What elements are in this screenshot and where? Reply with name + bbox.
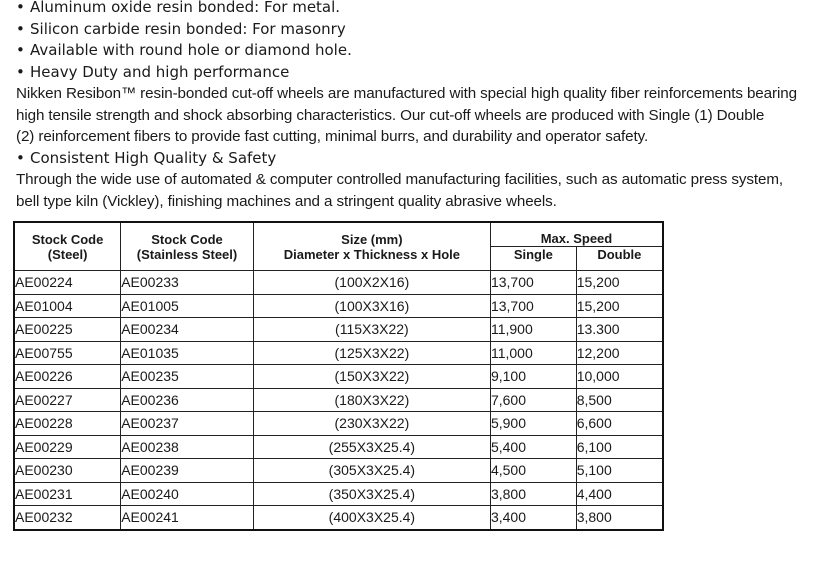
table-row	[14, 412, 663, 436]
cell-single-speed: 13,700	[490, 271, 576, 295]
table-row	[14, 388, 663, 412]
cell-size: (150X3X22)	[253, 365, 490, 389]
header-size-sub: Diameter x Thickness x Hole	[253, 247, 490, 271]
header-max-speed: Max. Speed	[490, 222, 663, 247]
cell-double-speed: 8,500	[576, 388, 663, 412]
cell-size: (180X3X22)	[253, 388, 490, 412]
cell-double-speed: 5,100	[576, 459, 663, 483]
cell-stainless-code: AE00234	[121, 318, 254, 342]
cell-size: (400X3X25.4)	[253, 506, 490, 530]
paragraph-line: (2) reinforcement fibers to provide fast cutting, minimal burrs, and durability and operator safety.	[16, 128, 649, 145]
bullet-icon: •	[16, 41, 25, 59]
cell-double-speed: 6,600	[576, 412, 663, 436]
cell-double-speed: 10,000	[576, 365, 663, 389]
cell-single-speed: 4,500	[490, 459, 576, 483]
header-single: Single	[490, 247, 576, 271]
paragraph-line: Nikken Resibon™ resin-bonded cut-off wheels are manufactured with special high quality fiber reinforcements bearing	[16, 85, 797, 102]
cell-steel-code: AE00230	[14, 459, 121, 483]
header-steel-sub: (Steel)	[14, 247, 121, 271]
header-stainless-code: Stock Code	[121, 222, 254, 247]
bullet-text: Silicon carbide resin bonded: For masonry	[30, 19, 346, 38]
cell-double-speed: 13.300	[576, 318, 663, 342]
cell-steel-code: AE00755	[14, 341, 121, 365]
cell-steel-code: AE01004	[14, 294, 121, 318]
product-description	[16, 0, 816, 212]
cell-steel-code: AE00232	[14, 506, 121, 530]
table-row	[14, 271, 663, 295]
cell-size: (100X2X16)	[253, 271, 490, 295]
cell-single-speed: 11,900	[490, 318, 576, 342]
cell-stainless-code: AE00235	[121, 365, 254, 389]
cell-stainless-code: AE00238	[121, 435, 254, 459]
bullet-icon: •	[16, 0, 25, 16]
cell-double-speed: 15,200	[576, 271, 663, 295]
cell-steel-code: AE00225	[14, 318, 121, 342]
spec-table	[13, 221, 664, 531]
paragraph-line: Through the wide use of automated & computer controlled manufacturing facilities, such as automatic press system,	[16, 171, 784, 188]
cell-stainless-code: AE00233	[121, 271, 254, 295]
cell-stainless-code: AE00236	[121, 388, 254, 412]
header-stainless-sub: (Stainless Steel)	[121, 247, 254, 271]
cell-steel-code: AE00228	[14, 412, 121, 436]
cell-stainless-code: AE00241	[121, 506, 254, 530]
cell-double-speed: 4,400	[576, 482, 663, 506]
bullet-text: Aluminum oxide resin bonded: For metal.	[30, 0, 341, 16]
bullet-item	[16, 0, 816, 19]
table-row	[14, 294, 663, 318]
table-row	[14, 482, 663, 506]
header-size: Size (mm)	[253, 222, 490, 247]
bullet-icon: •	[16, 19, 25, 38]
paragraph-line: high tensile strength and shock absorbing characteristics. Our cut-off wheels are produced with Single (1) Double	[16, 106, 765, 124]
cell-single-speed: 3,400	[490, 506, 576, 530]
cell-size: (255X3X25.4)	[253, 435, 490, 459]
cell-stainless-code: AE00237	[121, 412, 254, 436]
table-row	[14, 341, 663, 365]
cell-single-speed: 9,100	[490, 365, 576, 389]
header-steel-code: Stock Code	[14, 222, 121, 247]
paragraph-line: bell type kiln (Vickley), finishing machines and a stringent quality abrasive wheels.	[16, 192, 557, 210]
table-row	[14, 435, 663, 459]
cell-double-speed: 3,800	[576, 506, 663, 530]
cell-steel-code: AE00224	[14, 271, 121, 295]
bullet-text: Consistent High Quality & Safety	[30, 148, 277, 167]
header-double: Double	[576, 247, 663, 271]
cell-steel-code: AE00226	[14, 365, 121, 389]
cell-stainless-code: AE00240	[121, 482, 254, 506]
bullet-icon: •	[16, 62, 25, 81]
cell-single-speed: 11,000	[490, 341, 576, 365]
bullet-text: Available with round hole or diamond hole.	[30, 41, 352, 59]
bullet-icon: •	[16, 148, 25, 167]
cell-double-speed: 6,100	[576, 435, 663, 459]
cell-double-speed: 15,200	[576, 294, 663, 318]
table-row	[14, 506, 663, 530]
table-row	[14, 459, 663, 483]
cell-size: (230X3X22)	[253, 412, 490, 436]
cell-single-speed: 5,900	[490, 412, 576, 436]
cell-steel-code: AE00227	[14, 388, 121, 412]
cell-single-speed: 5,400	[490, 435, 576, 459]
cell-size: (125X3X22)	[253, 341, 490, 365]
cell-size: (350X3X25.4)	[253, 482, 490, 506]
bullet-item	[16, 148, 816, 170]
bullet-item	[16, 40, 816, 62]
cell-size: (115X3X22)	[253, 318, 490, 342]
cell-stainless-code: AE01035	[121, 341, 254, 365]
cell-stainless-code: AE01005	[121, 294, 254, 318]
cell-single-speed: 3,800	[490, 482, 576, 506]
bullet-item	[16, 19, 816, 41]
cell-steel-code: AE00231	[14, 482, 121, 506]
bullet-item	[16, 62, 816, 84]
table-row	[14, 365, 663, 389]
cell-size: (100X3X16)	[253, 294, 490, 318]
cell-steel-code: AE00229	[14, 435, 121, 459]
cell-stainless-code: AE00239	[121, 459, 254, 483]
table-row	[14, 318, 663, 342]
cell-double-speed: 12,200	[576, 341, 663, 365]
cell-size: (305X3X25.4)	[253, 459, 490, 483]
cell-single-speed: 13,700	[490, 294, 576, 318]
bullet-text: Heavy Duty and high performance	[30, 62, 290, 81]
cell-single-speed: 7,600	[490, 388, 576, 412]
